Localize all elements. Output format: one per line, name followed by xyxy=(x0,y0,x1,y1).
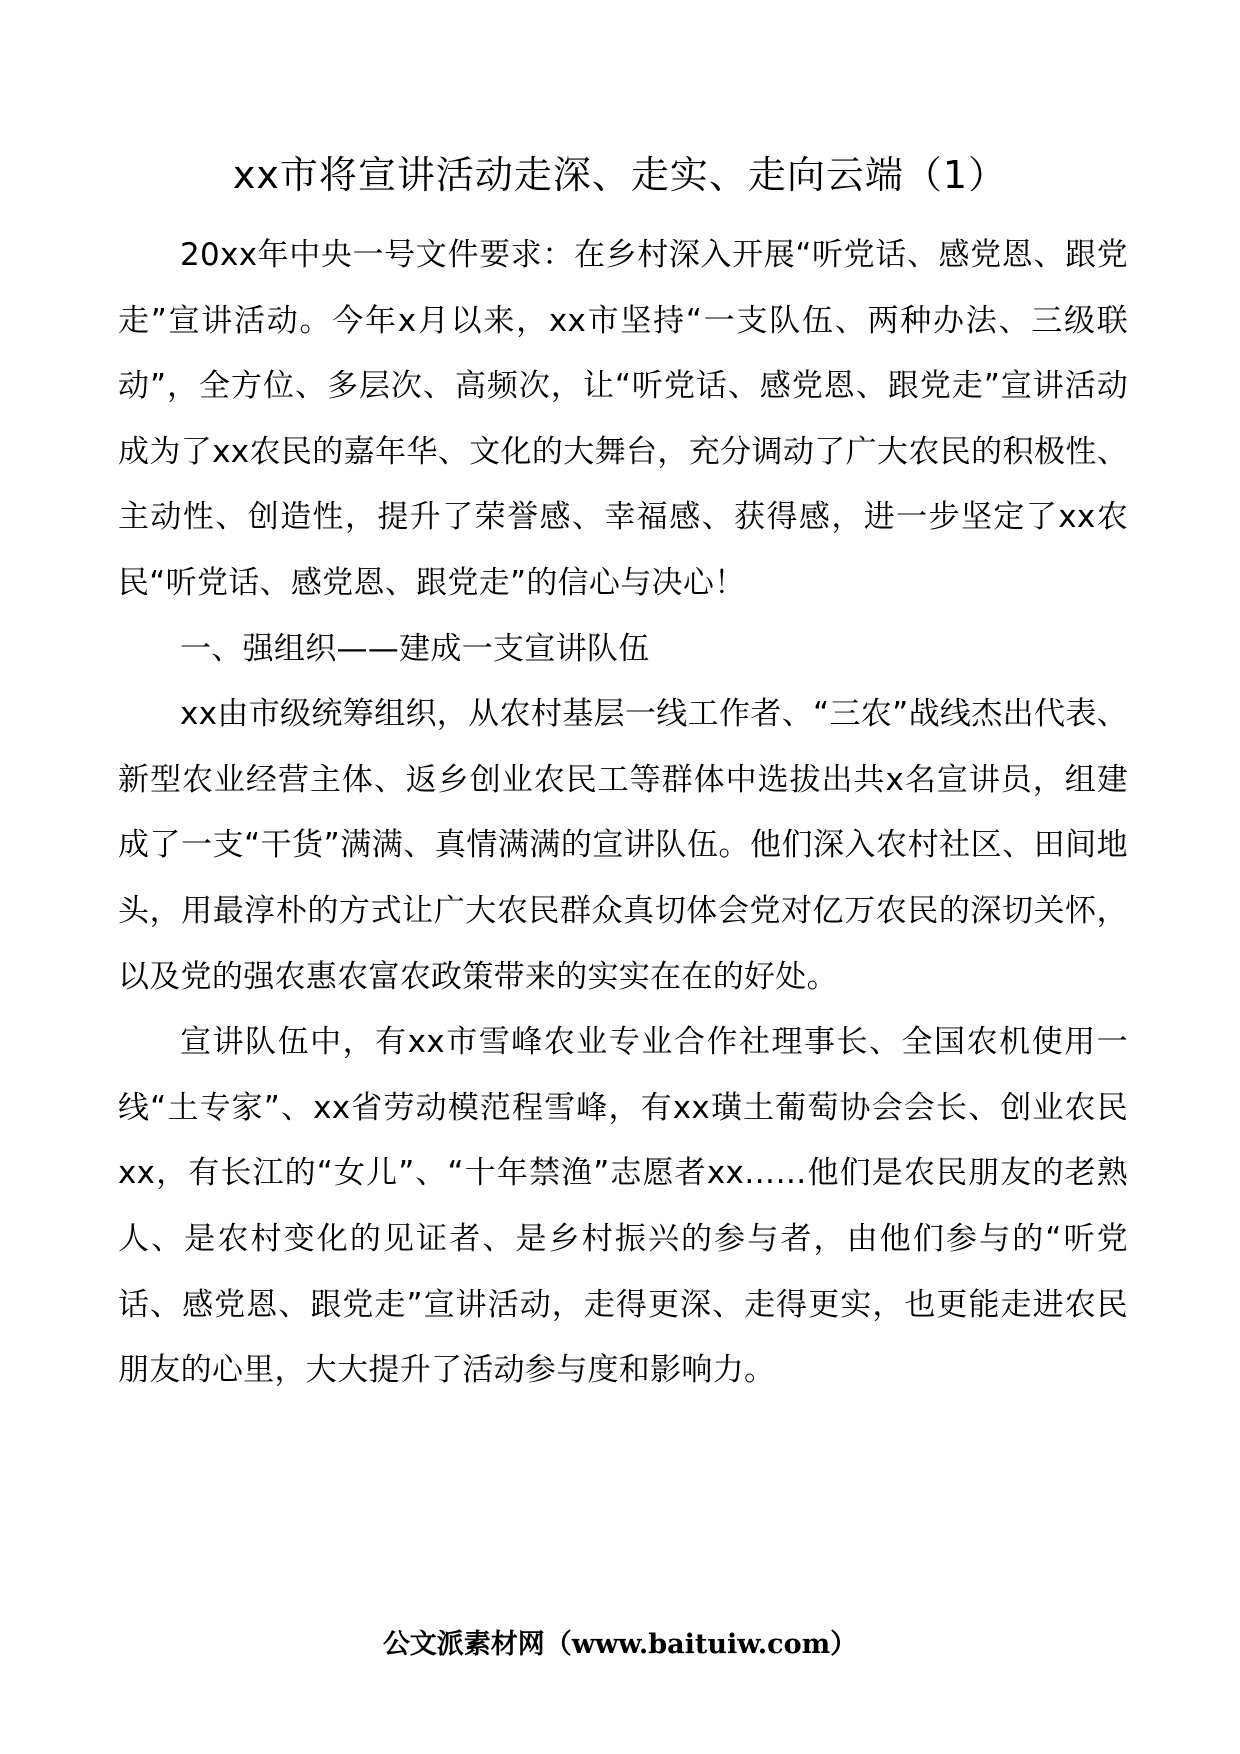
document-title: xx市将宣讲活动走深、走实、走向云端（1） xyxy=(232,153,1008,197)
paragraph-members: 宣讲队伍中，有xx市雪峰农业专业合作社理事长、全国农机使用一线“土专家”、xx省劳动模范程雪峰，有xx璜土葡萄协会会长、创业农民xx，有长江的“女儿”、“十年禁渔”志愿者xx……他们是农民朋友的老熟人、是农村变化的见证者、是乡村振兴的参与者，由他们参与的“听党话、感党恩、跟党走”宣讲活动，走得更深、走得更实，也更能走进农民朋友的心里，大大提升了活动参与度和影响力。 xyxy=(118,1024,1128,1389)
paragraph-team: xx由市级统筹组织，从农村基层一线工作者、“三农”战线杰出代表、新型农业经营主体、返乡创业农民工等群体中选拔出共x名宣讲员，组建成了一支“干货”满满、真情满满的宣讲队伍。他们深入农村社区、田间地头，用最淳朴的方式让广大农民群众真切体会党对亿万农民的深切关怀，以及党的强农惠农富农政策带来的实实在在的好处。 xyxy=(118,696,1128,995)
section-heading: 一、强组织——建成一支宣讲队伍 xyxy=(180,630,650,667)
paragraph-intro: 20xx年中央一号文件要求：在乡村深入开展“听党话、感党恩、跟党走”宣讲活动。今年x月以来，xx市坚持“一支队伍、两种办法、三级联动”，全方位、多层次、高频次，让“听党话、感党恩、跟党走”宣讲活动成为了xx农民的嘉年华、文化的大舞台，充分调动了广大农民的积极性、主动性、创造性，提升了荣誉感、幸福感、获得感，进一步坚定了xx农民“听党话、感党恩、跟党走”的信心与决心！ xyxy=(118,237,1128,601)
footer-watermark: 公文派素材网（www.baituiw.com） xyxy=(382,1629,858,1660)
document-body xyxy=(118,223,1128,1404)
